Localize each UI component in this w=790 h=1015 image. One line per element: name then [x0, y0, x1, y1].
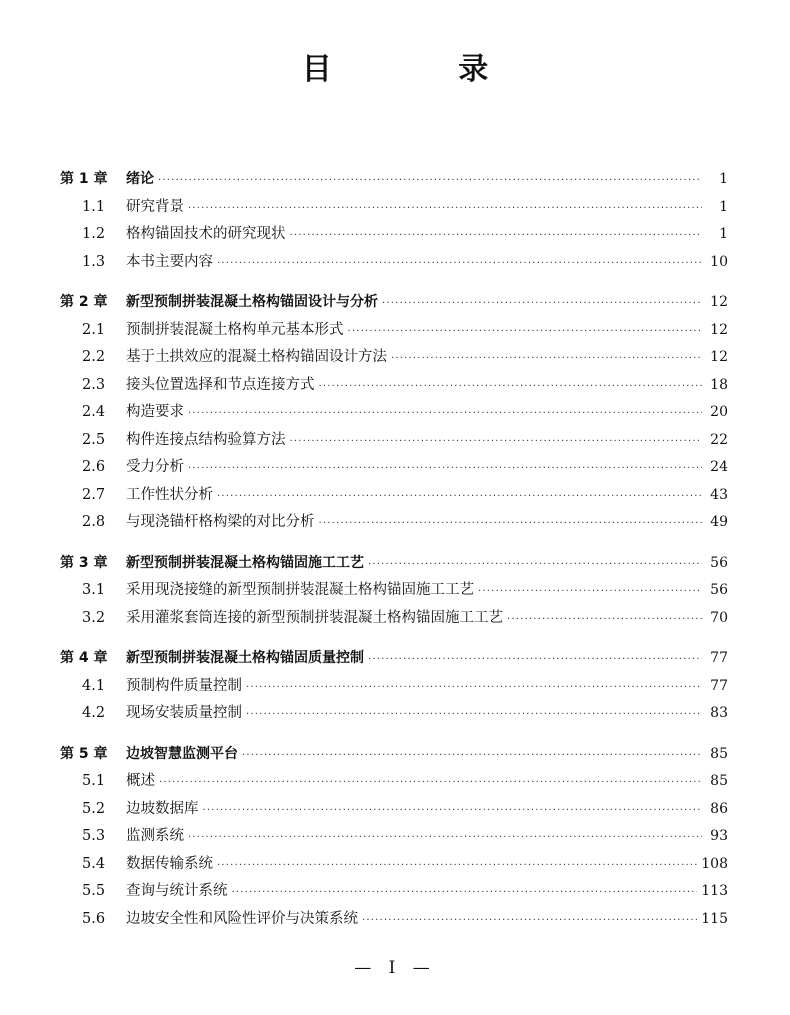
- chapter-title: 新型预制拼装混凝土格构锚固质量控制: [126, 650, 364, 666]
- dot-leader: [188, 195, 702, 223]
- chapter-title: 边坡智慧监测平台: [126, 745, 238, 762]
- page-number: 77: [710, 650, 728, 666]
- dot-leader: [188, 455, 702, 483]
- toc-section-4-1[interactable]: [60, 673, 728, 701]
- chapter-group-4: [60, 645, 728, 728]
- dot-leader: [232, 879, 698, 907]
- chapter-group-5: [60, 741, 728, 934]
- section-number: 5.5: [82, 883, 106, 899]
- dot-leader: [368, 551, 702, 579]
- toc-section-2-2[interactable]: [60, 344, 728, 372]
- toc-section-5-5[interactable]: [60, 878, 728, 906]
- section-number: 1.3: [82, 253, 106, 270]
- dot-leader: [362, 907, 697, 935]
- section-number: 2.6: [82, 459, 106, 475]
- page-number: 1: [719, 226, 728, 242]
- section-title: 与现浇锚杆格构梁的对比分析: [126, 514, 315, 530]
- page-number: 10: [710, 253, 728, 270]
- section-number: 1.2: [82, 226, 106, 242]
- page-number: 22: [710, 431, 728, 448]
- page-number: 108: [701, 855, 728, 872]
- dot-leader: [478, 578, 702, 606]
- page-title: 目 录: [301, 52, 547, 87]
- section-number: 1.1: [82, 198, 106, 215]
- dot-leader: [217, 250, 702, 278]
- section-number: 2.8: [82, 514, 106, 530]
- dot-leader: [188, 824, 702, 852]
- dot-leader: [507, 606, 702, 634]
- section-title: 现场安装质量控制: [126, 705, 242, 721]
- dot-leader: [242, 742, 702, 770]
- page-number: 20: [710, 404, 728, 420]
- table-of-contents: [60, 166, 728, 946]
- section-number: 2.1: [82, 321, 106, 338]
- dot-leader: [203, 797, 703, 825]
- section-title: 采用现浇接缝的新型预制拼装混凝土格构锚固施工工艺: [126, 582, 474, 598]
- chapter-number: 第 4 章: [60, 650, 108, 666]
- section-title: 接头位置选择和节点连接方式: [126, 376, 315, 393]
- dot-leader: [290, 428, 703, 456]
- section-title: 基于土拱效应的混凝土格构锚固设计方法: [126, 349, 387, 365]
- page-number: 115: [701, 910, 728, 927]
- section-number: 5.6: [82, 910, 106, 927]
- section-number: 2.7: [82, 486, 106, 503]
- toc-chapter-1[interactable]: [60, 166, 728, 194]
- dot-leader: [319, 373, 703, 401]
- section-title: 数据传输系统: [126, 855, 213, 872]
- dot-leader: [382, 290, 702, 318]
- toc-section-5-4[interactable]: [60, 851, 728, 879]
- dot-leader: [246, 674, 702, 702]
- page-number: 86: [710, 800, 728, 817]
- page-number: 85: [710, 773, 728, 789]
- chapter-number: 第 2 章: [60, 294, 108, 310]
- toc-section-3-2[interactable]: [60, 605, 728, 633]
- dot-leader: [290, 222, 703, 250]
- chapter-number: 第 1 章: [60, 171, 108, 187]
- section-number: 3.2: [82, 609, 106, 626]
- toc-chapter-5[interactable]: [60, 741, 728, 769]
- section-number: 4.2: [82, 705, 106, 721]
- toc-section-5-6[interactable]: [60, 906, 728, 934]
- dot-leader: [158, 167, 702, 195]
- section-title: 查询与统计系统: [126, 883, 228, 899]
- dot-leader: [368, 646, 702, 674]
- page-number: 1: [719, 171, 728, 187]
- section-title: 预制构件质量控制: [126, 677, 242, 694]
- toc-section-4-2[interactable]: [60, 700, 728, 728]
- section-title: 采用灌浆套筒连接的新型预制拼装混凝土格构锚固施工工艺: [126, 609, 503, 626]
- section-title: 监测系统: [126, 828, 184, 844]
- page-number: 93: [710, 828, 728, 844]
- chapter-title: 新型预制拼装混凝土格构锚固施工工艺: [126, 554, 364, 571]
- page-number: 56: [710, 554, 728, 571]
- section-number: 2.3: [82, 376, 106, 393]
- dot-leader: [319, 510, 703, 538]
- toc-section-2-8[interactable]: [60, 509, 728, 537]
- chapter-number: 第 5 章: [60, 745, 108, 762]
- toc-section-5-1[interactable]: [60, 768, 728, 796]
- toc-section-3-1[interactable]: [60, 577, 728, 605]
- dot-leader: [348, 318, 703, 346]
- toc-section-1-1[interactable]: [60, 194, 728, 222]
- toc-section-2-5[interactable]: [60, 427, 728, 455]
- section-title: 格构锚固技术的研究现状: [126, 226, 286, 242]
- section-title: 构件连接点结构验算方法: [126, 431, 286, 448]
- page-number: 1: [719, 198, 728, 215]
- section-number: 2.4: [82, 404, 106, 420]
- section-number: 5.4: [82, 855, 106, 872]
- page-number: 77: [710, 677, 728, 694]
- page-number: 83: [710, 705, 728, 721]
- dot-leader: [217, 852, 697, 880]
- dot-leader: [159, 769, 702, 797]
- page-number: 12: [710, 349, 728, 365]
- section-title: 预制拼装混凝土格构单元基本形式: [126, 321, 344, 338]
- chapter-group-3: [60, 550, 728, 633]
- page-number: 12: [710, 321, 728, 338]
- section-number: 2.2: [82, 349, 106, 365]
- toc-section-2-4[interactable]: [60, 399, 728, 427]
- toc-section-2-3[interactable]: [60, 372, 728, 400]
- section-title: 边坡数据库: [126, 800, 199, 817]
- dot-leader: [188, 400, 702, 428]
- section-title: 工作性状分析: [126, 486, 213, 503]
- page-number: 12: [710, 294, 728, 310]
- section-title: 边坡安全性和风险性评价与决策系统: [126, 910, 358, 927]
- dot-leader: [217, 483, 702, 511]
- page-number: 85: [710, 745, 728, 762]
- toc-section-1-2[interactable]: [60, 221, 728, 249]
- toc-section-2-1[interactable]: [60, 317, 728, 345]
- dot-leader: [391, 345, 702, 373]
- page-number: 70: [710, 609, 728, 626]
- toc-section-1-3[interactable]: [60, 249, 728, 277]
- chapter-group-1: [60, 166, 728, 276]
- section-title: 概述: [126, 773, 155, 789]
- toc-section-2-7[interactable]: [60, 482, 728, 510]
- toc-section-5-2[interactable]: [60, 796, 728, 824]
- section-title: 受力分析: [126, 459, 184, 475]
- section-number: 3.1: [82, 582, 106, 598]
- section-title: 本书主要内容: [126, 253, 213, 270]
- section-number: 5.3: [82, 828, 106, 844]
- section-number: 5.1: [82, 773, 106, 789]
- toc-section-5-3[interactable]: [60, 823, 728, 851]
- page-number: 43: [710, 486, 728, 503]
- section-title: 研究背景: [126, 198, 184, 215]
- section-number: 2.5: [82, 431, 106, 448]
- chapter-number: 第 3 章: [60, 554, 108, 571]
- toc-chapter-2[interactable]: [60, 289, 728, 317]
- page-number: 113: [701, 883, 728, 899]
- chapter-title: 绪论: [126, 171, 154, 187]
- dot-leader: [246, 701, 702, 729]
- section-title: 构造要求: [126, 404, 184, 420]
- chapter-group-2: [60, 289, 728, 537]
- page-footer-number: — I —: [354, 958, 436, 978]
- section-number: 5.2: [82, 800, 106, 817]
- chapter-title: 新型预制拼装混凝土格构锚固设计与分析: [126, 294, 378, 310]
- section-number: 4.1: [82, 677, 106, 694]
- page-number: 18: [710, 376, 728, 393]
- toc-chapter-4[interactable]: [60, 645, 728, 673]
- toc-section-2-6[interactable]: [60, 454, 728, 482]
- page-number: 49: [710, 514, 728, 530]
- page-number: 56: [710, 582, 728, 598]
- toc-chapter-3[interactable]: [60, 550, 728, 578]
- page-number: 24: [710, 459, 728, 475]
